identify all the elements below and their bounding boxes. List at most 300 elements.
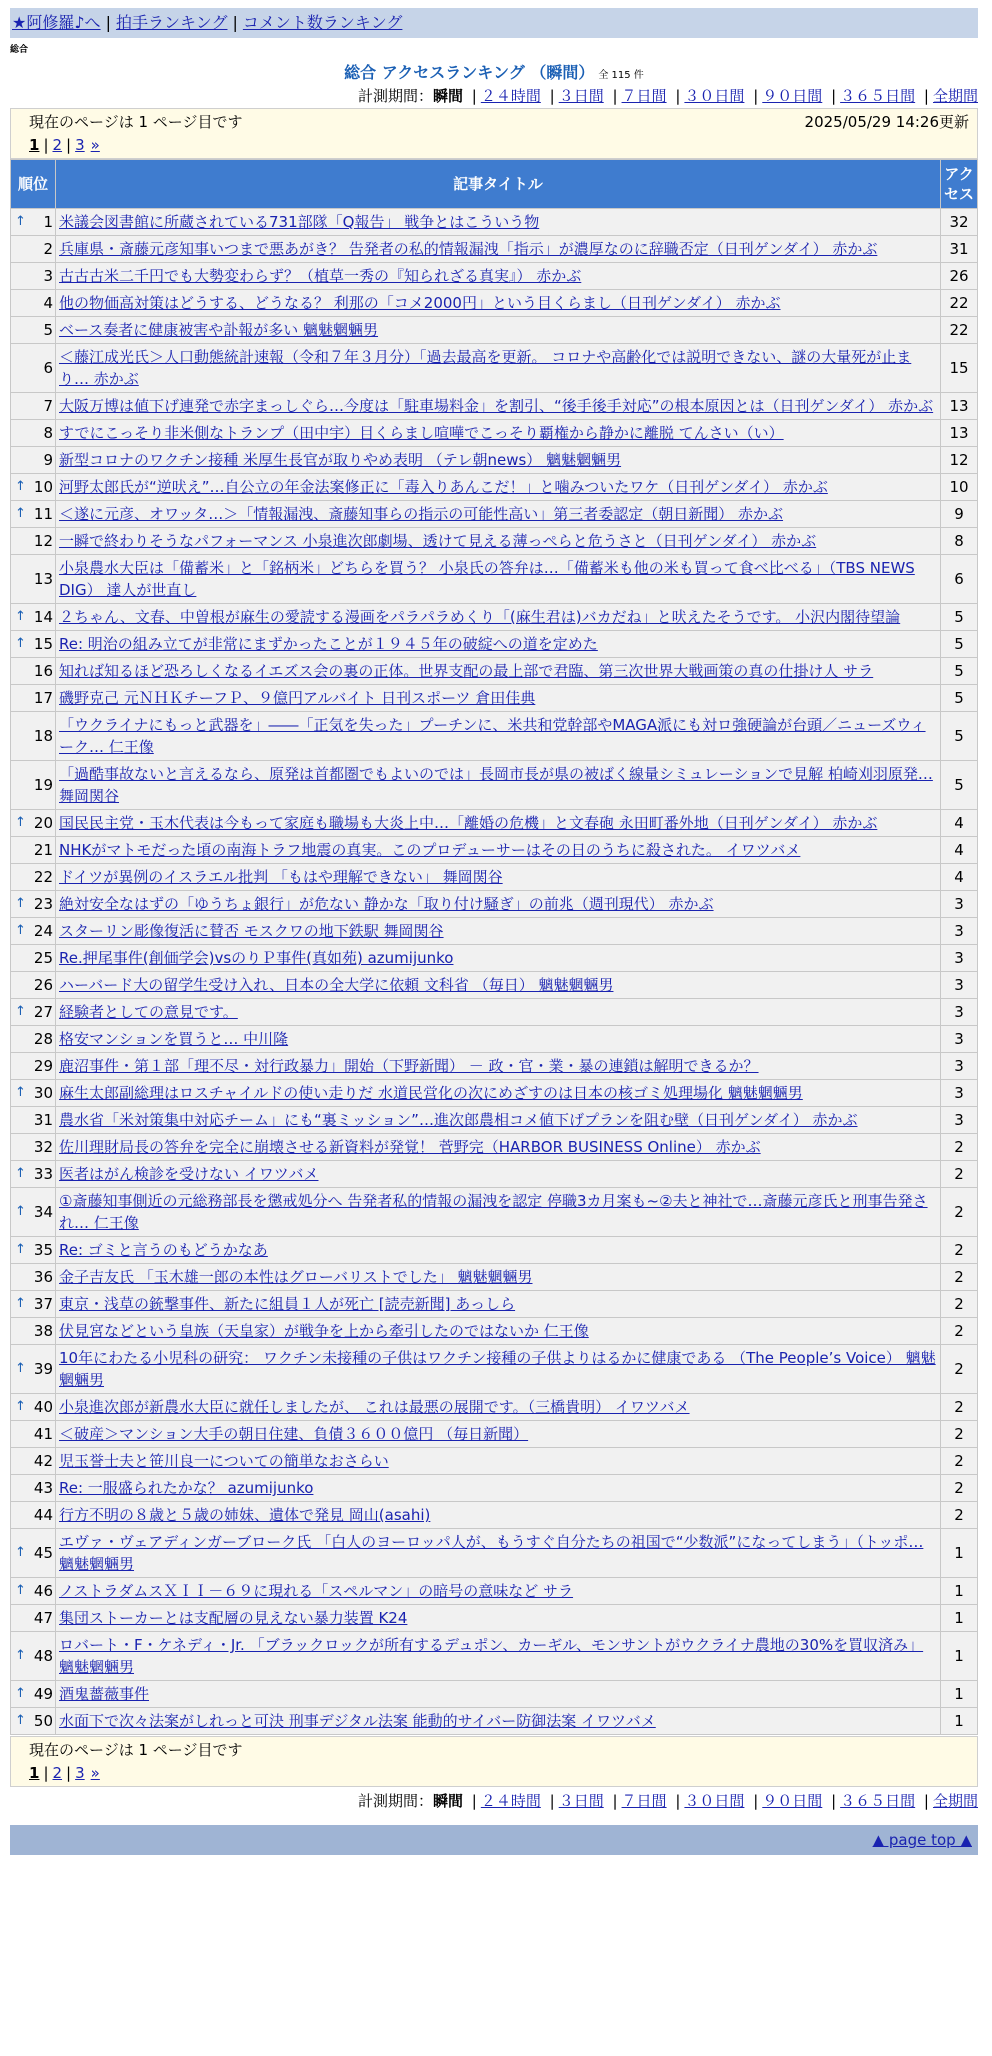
- rank-number: 10: [33, 478, 53, 496]
- article-title-link[interactable]: 絶対安全なはずの「ゆうちょ銀行」が危ない 静かな「取り付け騒ぎ」の前兆（週刊現代） 赤かぶ: [59, 895, 714, 913]
- current-page-number: 1: [29, 1764, 40, 1782]
- title-cell: [56, 761, 940, 809]
- rank-cell: [11, 761, 55, 809]
- table-row: [11, 685, 977, 711]
- article-title-link[interactable]: 医者はがん検診を受けない イワツバメ: [59, 1165, 319, 1183]
- period-3d-link[interactable]: ３日間: [558, 1792, 604, 1810]
- title-cell: [56, 945, 940, 971]
- title-cell: [56, 501, 940, 527]
- rank-cell: [11, 1529, 55, 1577]
- table-row: [11, 761, 977, 809]
- title-cell: [56, 999, 940, 1025]
- access-count: 5: [941, 604, 977, 630]
- access-count: 12: [941, 447, 977, 473]
- article-title-link[interactable]: ２ちゃん、文春、中曽根が麻生の愛読する漫画をパラパラめくり「(麻生君は)バカだね」と吠えたそうです。 小沢内閣待望論: [59, 608, 901, 626]
- title-cell: [56, 685, 940, 711]
- updated-timestamp: 2025/05/29 14:26更新: [804, 113, 969, 131]
- rank-up-arrow-icon: ↑: [15, 609, 26, 624]
- article-title-link[interactable]: ノストラダムスＸＩＩ－６９に現れる「スペルマン」の暗号の意味など サラ: [59, 1582, 574, 1600]
- home-link[interactable]: ★阿修羅♪へ: [12, 13, 101, 32]
- article-title-link[interactable]: 米議会図書館に所蔵されている731部隊「Q報告」 戦争とはこういう物: [59, 213, 540, 231]
- table-row: [11, 344, 977, 392]
- access-count: 1: [941, 1605, 977, 1631]
- article-title-link[interactable]: 東京・浅草の銃撃事件、新たに組員１人が死亡 [読売新聞] あっしら: [59, 1295, 516, 1313]
- rank-number: 9: [43, 451, 53, 469]
- period-all-link[interactable]: 全期間: [932, 1792, 978, 1810]
- period-30d-link[interactable]: ３０日間: [684, 87, 745, 105]
- pager-separator: |: [66, 1764, 72, 1782]
- rank-up-arrow-icon: ↑: [15, 636, 26, 651]
- title-cell: [56, 528, 940, 554]
- access-count: 8: [941, 528, 977, 554]
- table-row: [11, 1578, 977, 1604]
- table-row: [11, 1529, 977, 1577]
- rank-cell: [11, 1475, 55, 1501]
- article-title-link[interactable]: 磯野克己 元ＮＨＫチーフＰ、９億円アルバイト 日刊スポーツ 倉田佳典: [59, 689, 536, 707]
- period-365d-link[interactable]: ３６５日間: [840, 87, 916, 105]
- rank-number: 23: [33, 895, 53, 913]
- rank-number: 43: [33, 1479, 53, 1497]
- title-cell: [56, 972, 940, 998]
- footer-bar: [10, 1825, 978, 1855]
- access-count: 3: [941, 1107, 977, 1133]
- rank-cell: [11, 420, 55, 446]
- title-cell: [56, 236, 940, 262]
- rank-number: 29: [33, 1057, 53, 1075]
- rank-cell: [11, 1237, 55, 1263]
- pager-separator: |: [66, 136, 72, 154]
- table-row: [11, 501, 977, 527]
- rank-number: 14: [33, 608, 53, 626]
- article-title-link[interactable]: ＜遂に元彦、オワッタ…＞「情報漏洩、斎藤知事らの指示の可能性高い」第三者委認定（朝日新聞） 赤かぶ: [59, 505, 784, 523]
- rank-cell: [11, 1708, 55, 1734]
- access-count: 4: [941, 864, 977, 890]
- rank-number: 39: [33, 1360, 53, 1378]
- access-count: 3: [941, 999, 977, 1025]
- title-cell: [56, 1605, 940, 1631]
- rank-number: 7: [43, 397, 53, 415]
- period-separator: |: [675, 1792, 681, 1810]
- table-row: [11, 810, 977, 836]
- article-title-link[interactable]: ドイツが異例のイスラエル批判 「もはや理解できない」 舞岡関谷: [59, 868, 503, 886]
- article-title-link[interactable]: 兵庫県・斎藤元彦知事いつまで悪あがき？ 告発者の私的情報漏洩「指示」が濃厚なのに辞職否定（日刊ゲンダイ） 赤かぶ: [59, 240, 878, 258]
- article-title-link[interactable]: 伏見宮などという皇族（天皇家）が戦争を上から牽引したのではないか 仁王像: [59, 1322, 589, 1340]
- rank-up-arrow-icon: ↑: [15, 1242, 26, 1257]
- current-page-text: 現在のページは 1 ページ目です: [29, 113, 243, 131]
- period-3d-link[interactable]: ３日間: [558, 87, 604, 105]
- access-count: 1: [941, 1681, 977, 1707]
- period-current: 瞬間: [432, 1792, 463, 1810]
- rank-cell: [11, 918, 55, 944]
- article-title-link[interactable]: 集団ストーカーとは支配層の見えない暴力装置 K24: [59, 1609, 408, 1627]
- table-row: [11, 209, 977, 235]
- title-cell: [56, 1134, 940, 1160]
- title-cell: [56, 658, 940, 684]
- table-row: [11, 1394, 977, 1420]
- access-count: 5: [941, 658, 977, 684]
- page-link-2[interactable]: 2: [52, 1764, 63, 1782]
- table-row: [11, 631, 977, 657]
- table-row: [11, 1632, 977, 1680]
- rank-up-arrow-icon: ↑: [15, 1204, 26, 1219]
- rank-cell: [11, 474, 55, 500]
- rank-number: 26: [33, 976, 53, 994]
- access-count: 5: [941, 761, 977, 809]
- rank-cell: [11, 837, 55, 863]
- rank-number: 44: [33, 1506, 53, 1524]
- rank-header: 順位: [11, 160, 55, 208]
- period-separator: |: [923, 1792, 929, 1810]
- access-count: 2: [941, 1237, 977, 1263]
- period-7d-link[interactable]: ７日間: [621, 1792, 667, 1810]
- article-title-link[interactable]: 一瞬で終わりそうなパフォーマンス 小泉進次郎劇場、透けて見える薄っぺらと危うさと（日刊ゲンダイ） 赤かぶ: [59, 532, 817, 550]
- article-title-link[interactable]: 水面下で次々法案がしれっと可決 刑事デジタル法案 能動的サイバー防御法案 イワツバメ: [59, 1712, 656, 1730]
- rank-number: 27: [33, 1003, 53, 1021]
- article-title-link[interactable]: 麻生太郎副総理はロスチャイルドの使い走りだ 水道民営化の次にめざすのは日本の核ゴミ処理場化 魑魅魍魎男: [59, 1084, 803, 1102]
- period-current: 瞬間: [432, 87, 463, 105]
- article-title-link[interactable]: 新型コロナのワクチン接種 米厚生長官が取りやめ表明 （テレ朝news） 魑魅魍魎男: [59, 451, 622, 469]
- table-row: [11, 1502, 977, 1528]
- table-row: [11, 1448, 977, 1474]
- access-count: 22: [941, 317, 977, 343]
- article-title-link[interactable]: 小泉進次郎が新農水大臣に就任しましたが、 これは最悪の展開です。（三橋貴明） イワツバメ: [59, 1398, 690, 1416]
- article-title-link[interactable]: Re: 一服盛られたかな？ azumijunko: [59, 1479, 314, 1497]
- page-link-3[interactable]: 3: [75, 136, 85, 154]
- article-title-link[interactable]: 児玉誉士夫と笹川良一についての簡単なおさらい: [59, 1452, 389, 1470]
- article-title-link[interactable]: Re: ゴミと言うのもどうかなあ: [59, 1241, 268, 1259]
- rank-number: 5: [43, 321, 53, 339]
- table-row: [11, 1421, 977, 1447]
- rank-cell: [11, 1026, 55, 1052]
- title-cell: [56, 1264, 940, 1290]
- rank-number: 42: [33, 1452, 53, 1470]
- table-row: [11, 999, 977, 1025]
- article-title-link[interactable]: 大阪万博は値下げ連発で赤字まっしぐら…今度は「駐車場料金」を割引、“後手後手対応”の根本原因とは（日刊ゲンダイ） 赤かぶ: [59, 397, 934, 415]
- period-separator: |: [612, 87, 618, 105]
- access-count: 5: [941, 712, 977, 760]
- period-90d-link[interactable]: ９０日間: [762, 1792, 823, 1810]
- title-cell: [56, 891, 940, 917]
- period-separator: |: [831, 1792, 837, 1810]
- title-cell: [56, 1632, 940, 1680]
- access-count: 2: [941, 1345, 977, 1393]
- title-cell: [56, 604, 940, 630]
- access-count: 2: [941, 1475, 977, 1501]
- table-header-row: [11, 160, 977, 208]
- table-row: [11, 1134, 977, 1160]
- table-row: [11, 447, 977, 473]
- title-cell: [56, 209, 940, 235]
- clap-ranking-link[interactable]: 拍手ランキング: [115, 13, 228, 32]
- pager-separator: |: [43, 1764, 49, 1782]
- article-title-link[interactable]: 鹿沼事件・第１部「理不尽・対行政暴力」開始（下野新聞） － 政・官・業・暴の連鎖は解明できるか？: [59, 1057, 759, 1075]
- table-row: [11, 1264, 977, 1290]
- table-row: [11, 393, 977, 419]
- article-title-link[interactable]: 佐川理財局長の答弁を完全に崩壊させる新資料が発覚！ 菅野完（HARBOR BUSINESS Online） 赤かぶ: [59, 1138, 761, 1156]
- rank-cell: [11, 1134, 55, 1160]
- article-title-link[interactable]: 「ウクライナにもっと武器を」――「正気を失った」プーチンに、米共和党幹部やMAGA派にも対ロ強硬論が台頭／ニューズウィーク… 仁王像: [59, 716, 926, 756]
- access-count: 26: [941, 263, 977, 289]
- rank-number: 2: [43, 240, 53, 258]
- period-separator: |: [923, 87, 929, 105]
- pager-top: [10, 108, 978, 159]
- rank-number: 16: [33, 662, 53, 680]
- period-separator: |: [549, 87, 555, 105]
- article-title-link[interactable]: 小泉農水大臣は「備蓄米」と「銘柄米」どちらを買う？ 小泉氏の答弁は…「備蓄米も他の米も買って食べ比べる」（TBS NEWS DIG） 達人が世直し: [59, 559, 915, 599]
- access-count: 4: [941, 810, 977, 836]
- pagination: [29, 134, 969, 156]
- title-cell: [56, 1448, 940, 1474]
- rank-number: 31: [33, 1111, 53, 1129]
- table-row: [11, 263, 977, 289]
- rank-number: 4: [43, 294, 53, 312]
- rank-number: 24: [33, 922, 53, 940]
- article-title-link[interactable]: スターリン彫像復活に賛否 モスクワの地下鉄駅 舞岡関谷: [59, 922, 444, 940]
- title-cell: [56, 1161, 940, 1187]
- access-count: 2: [941, 1448, 977, 1474]
- table-row: [11, 604, 977, 630]
- rank-cell: [11, 1188, 55, 1236]
- article-title-link[interactable]: 他の物価高対策はどうする、どうなる？ 利那の「コメ2000円」という目くらまし（日刊ゲンダイ） 赤かぶ: [59, 294, 781, 312]
- rank-up-arrow-icon: ↑: [15, 479, 26, 494]
- title-cell: [56, 1237, 940, 1263]
- top-nav-bar: [10, 8, 978, 38]
- rank-number: 36: [33, 1268, 53, 1286]
- rank-number: 22: [33, 868, 53, 886]
- rank-number: 3: [43, 267, 53, 285]
- rank-cell: [11, 864, 55, 890]
- article-title-link[interactable]: 酒鬼薔薇事件: [59, 1685, 150, 1703]
- access-count: 2: [941, 1264, 977, 1290]
- rank-cell: [11, 1053, 55, 1079]
- rank-number: 48: [33, 1647, 53, 1665]
- access-count: 32: [941, 209, 977, 235]
- article-title-link[interactable]: ＜破産＞マンション大手の朝日住建、負債３６００億円 （毎日新聞）: [59, 1425, 529, 1443]
- rank-number: 46: [33, 1582, 53, 1600]
- current-page-text-bottom: 現在のページは 1 ページ目です: [29, 1741, 243, 1759]
- title-cell: [56, 918, 940, 944]
- rank-up-arrow-icon: ↑: [15, 1648, 26, 1663]
- rank-cell: [11, 344, 55, 392]
- period-24h-link[interactable]: ２４時間: [480, 1792, 541, 1810]
- table-row: [11, 555, 977, 603]
- rank-cell: [11, 236, 55, 262]
- title-cell: [56, 864, 940, 890]
- title-cell: [56, 1475, 940, 1501]
- title-cell: [56, 810, 940, 836]
- article-title-link[interactable]: ハーバード大の留学生受け入れ、日本の全大学に依頼 文科省 （毎日） 魑魅魍魎男: [59, 976, 614, 994]
- rank-number: 25: [33, 949, 53, 967]
- table-row: [11, 1026, 977, 1052]
- access-count: 1: [941, 1632, 977, 1680]
- article-title-link[interactable]: 農水省「米対策集中対応チーム」にも“裏ミッション”…進次郎農相コメ値下げプランを阻む壁（日刊ゲンダイ） 赤かぶ: [59, 1111, 858, 1129]
- article-title-link[interactable]: ①斎藤知事側近の元総務部長を懲戒処分へ 告発者私的情報の漏洩を認定 停職3カ月案も~②夫と神社で…斎藤元彦氏と刑事告発され… 仁王像: [59, 1192, 928, 1232]
- title-cell: [56, 1345, 940, 1393]
- table-row: [11, 528, 977, 554]
- period-7d-link[interactable]: ７日間: [621, 87, 667, 105]
- ranking-table: [10, 159, 978, 1735]
- title-cell: [56, 1188, 940, 1236]
- rank-number: 6: [43, 359, 53, 377]
- title-cell: [56, 344, 940, 392]
- title-cell: [56, 1053, 940, 1079]
- access-count: 3: [941, 1026, 977, 1052]
- article-title-link[interactable]: ロバート・F・ケネディ・Jr. 「ブラックロックが所有するデュポン、カーギル、モンサントがウクライナ農地の30%を買収済み」 魑魅魍魎男: [59, 1636, 924, 1676]
- rank-cell: [11, 891, 55, 917]
- table-row: [11, 1107, 977, 1133]
- article-title-link[interactable]: 金子吉友氏 「玉木雄一郎の本性はグローバリストでした」 魑魅魍魎男: [59, 1268, 533, 1286]
- rank-cell: [11, 501, 55, 527]
- article-title-link[interactable]: 行方不明の８歳と５歳の姉妹、遺体で発見 岡山(asahi): [59, 1506, 431, 1524]
- rank-cell: [11, 604, 55, 630]
- period-30d-link[interactable]: ３０日間: [684, 1792, 745, 1810]
- article-title-link[interactable]: 古古古米二千円でも大勢変わらず？（植草一秀の『知られざる真実』） 赤かぶ: [59, 267, 582, 285]
- rank-up-arrow-icon: ↑: [15, 1399, 26, 1414]
- period-selector-bottom: [10, 1789, 978, 1813]
- title-cell: [56, 1421, 940, 1447]
- article-title-link[interactable]: 知れば知るほど恐ろしくなるイエズス会の裏の正体。世界支配の最上部で君臨、第三次世界大戦画策の真の仕掛け人 サラ: [59, 662, 874, 680]
- table-row: [11, 712, 977, 760]
- article-title-link[interactable]: 10年にわたる小児科の研究： ワクチン未接種の子供はワクチン接種の子供よりはるかに健康である （The People’s Voice） 魑魅魍魎男: [59, 1349, 936, 1389]
- rank-number: 12: [33, 532, 53, 550]
- article-title-link[interactable]: エヴァ・ヴェアディンガーブローク氏 「白人のヨーロッパ人が、もうすぐ自分たちの祖国で“少数派”になってしまう」（トッポ… 魑魅魍魎男: [59, 1533, 924, 1573]
- rank-cell: [11, 1578, 55, 1604]
- access-count: 2: [941, 1161, 977, 1187]
- table-row: [11, 1681, 977, 1707]
- title-cell: [56, 1708, 940, 1734]
- period-365d-link[interactable]: ３６５日間: [840, 1792, 916, 1810]
- access-count: 2: [941, 1502, 977, 1528]
- next-page-link[interactable]: »: [90, 136, 100, 154]
- period-separator: |: [471, 1792, 477, 1810]
- table-row: [11, 945, 977, 971]
- access-count: 3: [941, 945, 977, 971]
- rank-number: 15: [33, 635, 53, 653]
- table-row: [11, 1161, 977, 1187]
- access-count: 31: [941, 236, 977, 262]
- article-title-link[interactable]: ベース奏者に健康被害や訃報が多い 魑魅魍魎男: [59, 321, 379, 339]
- next-page-link[interactable]: »: [90, 1764, 100, 1782]
- table-row: [11, 474, 977, 500]
- rank-up-arrow-icon: ↑: [15, 1713, 26, 1728]
- page-wrapper: [10, 0, 978, 1855]
- page-title: 総合 アクセスランキング （瞬間）: [344, 63, 595, 82]
- nav-separator: |: [105, 13, 111, 32]
- title-cell: [56, 631, 940, 657]
- ranking-table-body: [11, 209, 977, 1734]
- page-link-3[interactable]: 3: [75, 1764, 85, 1782]
- table-row: [11, 1080, 977, 1106]
- table-row: [11, 420, 977, 446]
- article-title-link[interactable]: NHKがマトモだった頃の南海トラフ地震の真実。このプロデューサーはその日のうちに殺された。 イワツバメ: [59, 841, 801, 859]
- period-90d-link[interactable]: ９０日間: [762, 87, 823, 105]
- current-page-number: 1: [29, 136, 40, 154]
- access-count: 2: [941, 1318, 977, 1344]
- access-count: 13: [941, 420, 977, 446]
- table-row: [11, 1708, 977, 1734]
- article-title-link[interactable]: ＜藤江成光氏＞人口動態統計速報（令和７年３月分）「過去最高を更新。 コロナや高齢化では説明できない、謎の大量死が止まり… 赤かぶ: [59, 348, 912, 388]
- rank-number: 28: [33, 1030, 53, 1048]
- article-title-link[interactable]: 経験者としての意見です。: [59, 1003, 238, 1021]
- table-row: [11, 837, 977, 863]
- title-cell: [56, 447, 940, 473]
- article-title-link[interactable]: すでにこっそり非米側なトランプ（田中宇）目くらまし喧嘩でこっそり覇権から静かに離脱 てんさい（い）: [59, 424, 784, 442]
- rank-number: 18: [33, 727, 53, 745]
- page-top-link[interactable]: ▲ page top ▲: [872, 1831, 972, 1849]
- period-separator: |: [612, 1792, 618, 1810]
- table-row: [11, 236, 977, 262]
- title-cell: [56, 290, 940, 316]
- rank-cell: [11, 1681, 55, 1707]
- article-title-link[interactable]: Re: 明治の組み立てが非常にまずかったことが１９４５年の破綻への道を定めた: [59, 635, 598, 653]
- rank-cell: [11, 1421, 55, 1447]
- rank-number: 38: [33, 1322, 53, 1340]
- rank-up-arrow-icon: ↑: [15, 896, 26, 911]
- page-link-2[interactable]: 2: [52, 136, 63, 154]
- title-header: 記事タイトル: [56, 160, 940, 208]
- rank-number: 21: [33, 841, 53, 859]
- title-cell: [56, 474, 940, 500]
- period-separator: |: [471, 87, 477, 105]
- table-row: [11, 290, 977, 316]
- period-all-link[interactable]: 全期間: [932, 87, 978, 105]
- title-cell: [56, 1107, 940, 1133]
- pager-bottom: [10, 1736, 978, 1787]
- article-title-link[interactable]: 河野太郎氏が“逆吠え”…自公立の年金法案修正に「毒入りあんこだ！」と噛みついたワケ（日刊ゲンダイ） 赤かぶ: [59, 478, 828, 496]
- rank-up-arrow-icon: ↑: [15, 1004, 26, 1019]
- title-cell: [56, 420, 940, 446]
- rank-number: 40: [33, 1398, 53, 1416]
- article-title-link[interactable]: 「過酷事故ないと言えるなら、原発は首都圏でもよいのでは」長岡市長が県の被ばく線量シミュレーションで見解 柏崎刈羽原発… 舞岡関谷: [59, 765, 933, 805]
- period-24h-link[interactable]: ２４時間: [480, 87, 541, 105]
- access-count: 2: [941, 1134, 977, 1160]
- table-row: [11, 891, 977, 917]
- title-cell: [56, 1026, 940, 1052]
- period-separator: |: [549, 1792, 555, 1810]
- rank-number: 35: [33, 1241, 53, 1259]
- rank-number: 34: [33, 1203, 53, 1221]
- rank-number: 37: [33, 1295, 53, 1313]
- period-separator: |: [753, 87, 759, 105]
- title-cell: [56, 263, 940, 289]
- category-label: 総合: [10, 45, 29, 55]
- article-title-link[interactable]: 格安マンションを買うと… 中川隆: [59, 1030, 289, 1048]
- access-count: 3: [941, 972, 977, 998]
- rank-cell: [11, 393, 55, 419]
- access-count: 10: [941, 474, 977, 500]
- article-title-link[interactable]: 国民民主党・玉木代表は今もって家庭も職場も大炎上中…「離婚の危機」と文春砲 永田町番外地（日刊ゲンダイ） 赤かぶ: [59, 814, 878, 832]
- pager-separator: |: [43, 136, 49, 154]
- rank-up-arrow-icon: ↑: [15, 1583, 26, 1598]
- comment-ranking-link[interactable]: コメント数ランキング: [242, 13, 403, 32]
- title-cell: [56, 1080, 940, 1106]
- rank-number: 47: [33, 1609, 53, 1627]
- access-count: 2: [941, 1394, 977, 1420]
- access-count: 3: [941, 1053, 977, 1079]
- rank-cell: [11, 209, 55, 235]
- rank-number: 50: [33, 1712, 53, 1730]
- rank-cell: [11, 1502, 55, 1528]
- period-label: 計測期間：: [357, 1792, 433, 1810]
- title-cell: [56, 837, 940, 863]
- title-cell: [56, 317, 940, 343]
- rank-cell: [11, 1080, 55, 1106]
- rank-up-arrow-icon: ↑: [15, 214, 26, 229]
- table-row: [11, 1291, 977, 1317]
- rank-cell: [11, 712, 55, 760]
- article-title-link[interactable]: Re.押尾事件(創価学会)vsのりＰ事件(真如苑) azumijunko: [59, 949, 454, 967]
- table-row: [11, 658, 977, 684]
